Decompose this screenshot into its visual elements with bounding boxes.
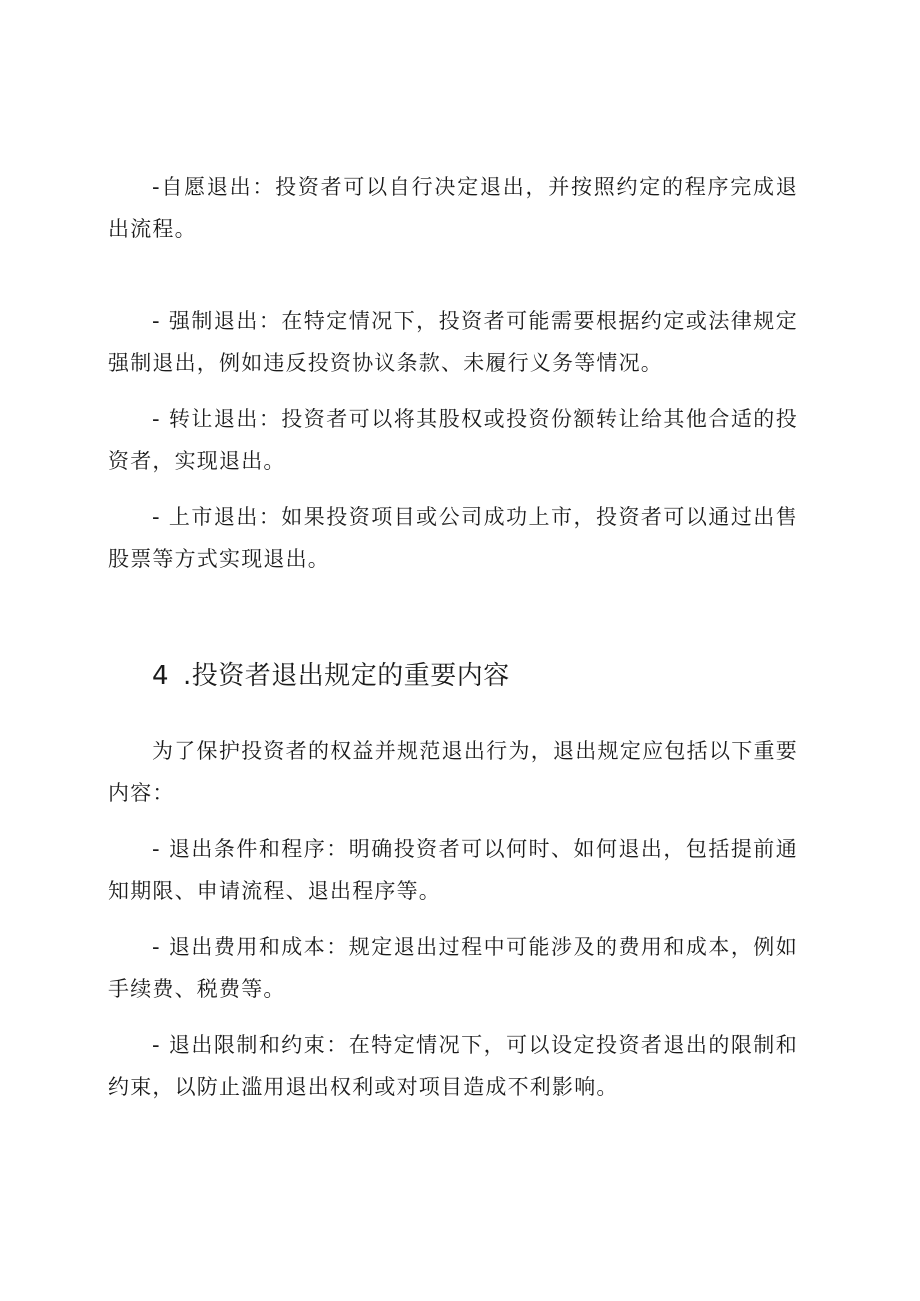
paragraph-listing-exit: - 上市退出：如果投资项目或公司成功上市，投资者可以通过出售股票等方式实现退出。 bbox=[108, 505, 798, 571]
paragraph-forced-exit: - 强制退出：在特定情况下，投资者可能需要根据约定或法律规定强制退出，例如违反投资协议条款、未履行义务等情况。 bbox=[108, 309, 798, 375]
section-heading bbox=[152, 652, 510, 700]
paragraph-exit-restrictions: - 退出限制和约束：在特定情况下，可以设定投资者退出的限制和约束，以防止滥用退出权利或对项目造成不利影响。 bbox=[108, 1033, 798, 1099]
section-title: .投资者退出规定的重要内容 bbox=[183, 661, 510, 691]
paragraph-intro: 为了保护投资者的权益并规范退出行为，退出规定应包括以下重要内容： bbox=[108, 739, 798, 805]
paragraph-transfer-exit: - 转让退出：投资者可以将其股权或投资份额转让给其他合适的投资者，实现退出。 bbox=[108, 407, 798, 473]
paragraph-voluntary-exit: -自愿退出：投资者可以自行决定退出，并按照约定的程序完成退出流程。 bbox=[108, 175, 798, 241]
paragraph-exit-conditions: - 退出条件和程序：明确投资者可以何时、如何退出，包括提前通知期限、申请流程、退出程序等。 bbox=[108, 837, 798, 903]
section-number: 4 bbox=[152, 661, 170, 691]
paragraph-exit-costs: - 退出费用和成本：规定退出过程中可能涉及的费用和成本，例如手续费、税费等。 bbox=[108, 935, 798, 1001]
